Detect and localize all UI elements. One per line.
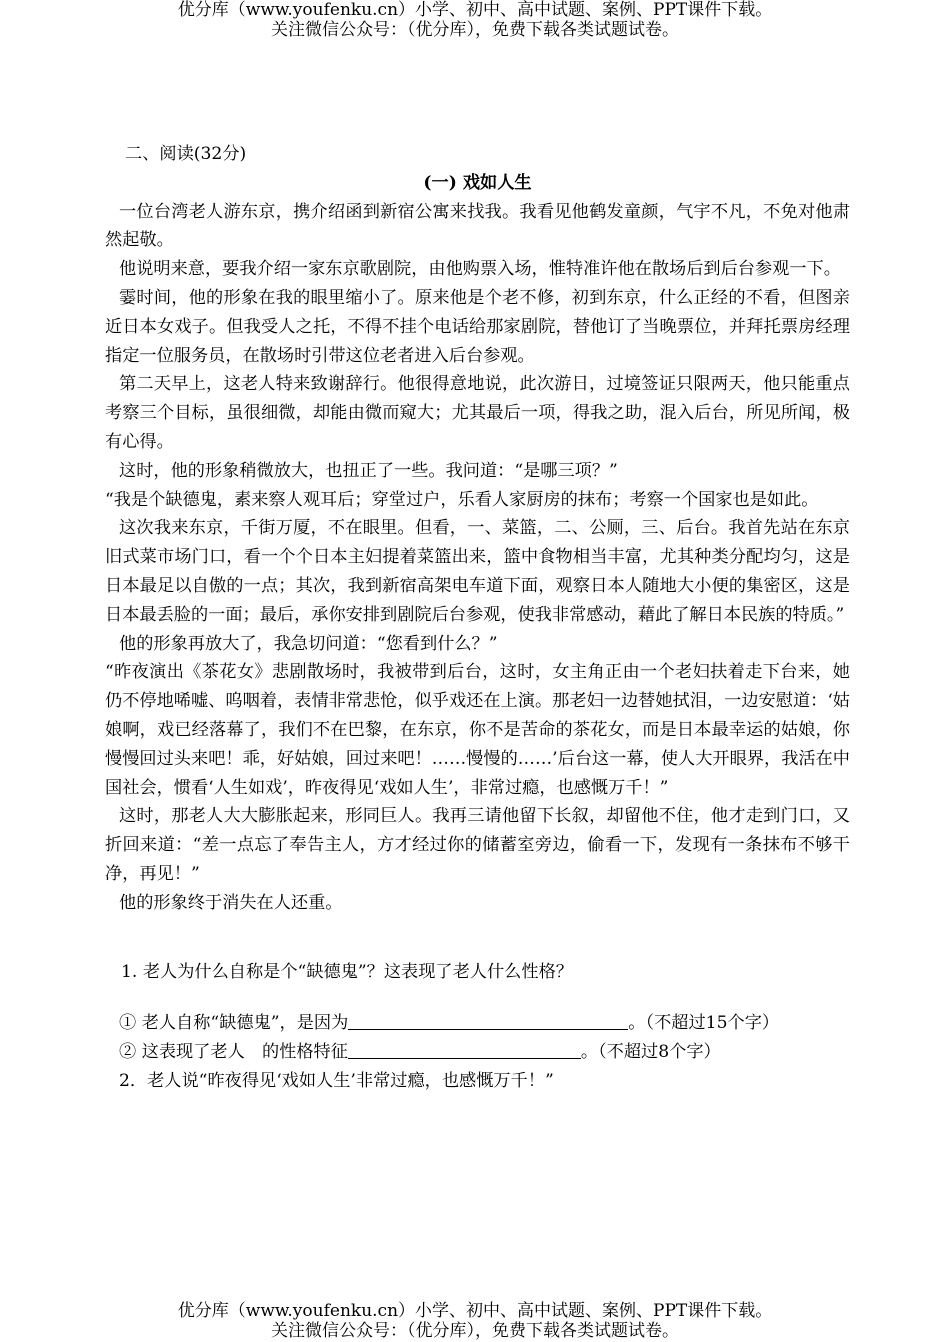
- question-1a-prefix: ① 老人自称“缺德鬼”，是因为: [119, 1013, 349, 1034]
- paragraph-8: 他的形象再放大了，我急切问道：“您看到什么？”: [119, 633, 498, 654]
- header-line-2: 关注微信公众号：（优分库），免费下载各类试题试卷。: [271, 20, 679, 40]
- paragraph-5: 这时，他的形象稍微放大，也扭正了一些。我问道：“是哪三项？”: [119, 460, 618, 481]
- paragraph-2: 他说明来意，要我介绍一家东京歌剧院，由他购票入场，惟特准许他在散场后到后台参观一下。: [119, 259, 841, 280]
- question-1a-suffix: 。（不超过15个字）: [628, 1013, 780, 1034]
- question-1: 1. 老人为什么自称是个“缺德鬼”？这表现了老人什么性格？: [121, 961, 573, 982]
- spacer: [105, 918, 850, 958]
- paragraph-9: “昨夜演出《茶花女》悲剧散场时，我被带到后台，这时，女主角正由一个老妇扶着走下台来，她仍不停地唏嘘、呜咽着，表情非常悲怆，似乎戏还在上演。那老妇一边替她拭泪，一边安慰道：‘姑娘啊，戏已经落幕了，我们不在巴黎，在东京，你不是苦命的茶花女，而是日本最幸运的姑娘，你慢慢回过头来吧！乖，好姑娘，回过来吧！……慢慢的……’后台这一幕，使人大开眼界，我活在中国社会，惯看‘人生如戏’，昨夜得见‘戏如人生’，非常过瘾，也感慨万千！”: [105, 662, 850, 798]
- footer-line-1: 优分库（www.youfenku.cn）小学、初中、高中试题、案例、PPT课件下载。: [177, 1301, 773, 1321]
- paragraph-7: 这次我来东京，千街万厦，不在眼里。但看，一、菜篮，二、公厕，三、后台。我首先站在东京旧式菜市场门口，看一个个日本主妇提着菜篮出来，篮中食物相当丰富，尤其种类分配均匀，这是日本最足以自傲的一点；其次，我到新宿高架电车道下面，观察日本人随地大小便的集密区，这是日本最丢脸的一面；最后，承你安排到剧院后台参观，使我非常感动，藉此了解日本民族的特质。”: [105, 518, 850, 625]
- spacer: [105, 986, 850, 1009]
- paragraph-4: 第二天早上，这老人特来致谢辞行。他很得意地说，此次游日，过境签证只限两天，他只能重点考察三个目标，虽很细微，却能由微而窥大；尤其最后一项，得我之助，混入后台，所见所闻，极有心得。: [105, 374, 850, 452]
- answer-blank-1b[interactable]: [348, 1040, 581, 1059]
- section-title: 二、阅读(32分): [125, 144, 247, 164]
- paragraph-10: 这时，那老人大大膨胀起来，形同巨人。我再三请他留下长叙，却留他不住，他才走到门口，又折回来道：“差一点忘了奉告主人，方才经过你的储蓄室旁边，偷看一下，发现有一条抹布不够干净，再见！”: [105, 806, 850, 884]
- question-2: 2．老人说“昨夜得见‘戏如人生’非常过瘾，也感慨万千！”: [119, 1070, 554, 1091]
- page-footer: [0, 1301, 950, 1341]
- footer-line-2: 关注微信公众号：（优分库），免费下载各类试题试卷。: [271, 1321, 679, 1341]
- header-line-1: 优分库（www.youfenku.cn）小学、初中、高中试题、案例、PPT课件下载。: [177, 0, 773, 20]
- answer-blank-1a[interactable]: [348, 1011, 628, 1030]
- page-header: [0, 0, 950, 40]
- paragraph-1: 一位台湾老人游东京，携介绍函到新宿公寓来找我。我看见他鹤发童颜，气宇不凡，不免对他肃然起敬。: [105, 201, 850, 251]
- question-1-part-a: [105, 1009, 850, 1038]
- paragraph-6: “我是个缺德鬼，素来察人观耳后；穿堂过户，乐看人家厨房的抹布；考察一个国家也是如此。: [105, 489, 819, 510]
- paragraph-3: 霎时间，他的形象在我的眼里缩小了。原来他是个老不修，初到东京，什么正经的不看，但图亲近日本女戏子。但我受人之托，不得不挂个电话给那家剧院，替他订了当晚票位，并拜托票房经理指定一位服务员，在散场时引带这位老者进入后台参观。: [105, 287, 850, 366]
- question-1b-prefix: ② 这表现了老人 的性格特征: [119, 1042, 348, 1063]
- paragraph-11: 他的形象终于消失在人还重。: [119, 892, 343, 913]
- article-title: (一) 戏如人生: [423, 172, 532, 193]
- exam-content: [105, 140, 850, 1096]
- question-1-part-b: [105, 1038, 850, 1067]
- question-1b-suffix: 。（不超过8个字）: [580, 1042, 721, 1063]
